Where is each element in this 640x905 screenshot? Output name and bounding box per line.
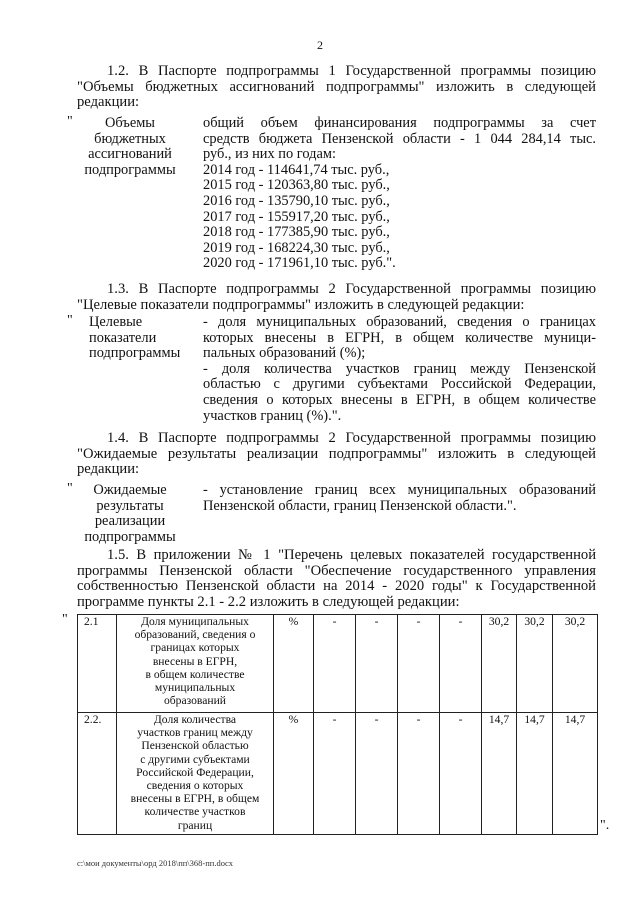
text-line: "Целевые показатели подпрограммы" изложить в следующей редакции: [77,296,525,313]
year-line: 2020 год - 171961,10 тыс. руб.". [203,255,396,272]
paragraph-1-3 [77,282,596,313]
indicator-name [117,713,274,835]
value-cell: - [398,615,440,713]
label-line: бюджетных [94,130,166,147]
name-line: муниципальных [154,681,236,695]
label-line: ассигнований [88,146,172,163]
name-line: границ [177,818,213,832]
row-number: 2.2. [78,713,117,835]
text-line: Пензенской области, границ Пензенской области.". [203,497,517,514]
name-line: Доля количества [153,713,237,726]
unit-cell: % [274,615,314,713]
indicators-table [77,614,598,835]
text-line: "Объемы бюджетных ассигнований подпрограммы" изложить в следующей [77,78,596,95]
text-line: средств бюджета Пензенской области - 1 044 284,14 тыс. [203,130,596,147]
text-line: 1.4. В Паспорте подпрограммы 2 Государственной программы позицию [107,430,596,446]
year-line: 2016 год - 135790,10 тыс. руб., [203,192,390,209]
text-line: которых внесены в ЕГРН, в общем количестве муници- [203,329,596,346]
text-line: общий объем финансирования подпрограммы за счет [203,115,596,131]
name-line: в общем количестве [145,667,245,681]
value-cell: - [356,713,398,835]
name-line: границах которых [150,641,240,655]
text-line: сведения о которых внесены в ЕГРН, в общем количестве [203,391,596,408]
text-line: программе пункты 2.1 - 2.2 изложить в следующей редакции: [77,593,460,610]
text-line: 1.5. В приложении № 1 "Перечень целевых показателей государственной [107,547,596,563]
text-line: "Ожидаемые результаты реализации подпрограммы" изложить в следующей [77,445,596,462]
name-line: Доля муниципальных [141,615,249,628]
label-line: Целевые [89,314,143,330]
text-line: - установление границ всех муниципальных образований [203,482,596,498]
text-line: редакции: [77,461,140,478]
text-line: пальных образований (%); [203,345,366,362]
table-open-quote: " [62,612,68,627]
name-line: внесены в ЕГРН, [152,654,238,668]
table-close-quote: ". [600,818,610,833]
value-cell: - [398,713,440,835]
passport-label-budget [77,116,183,178]
value-cell: 14,7 [553,713,598,835]
value-cell: - [314,615,356,713]
label-line: результаты [96,497,164,514]
open-quote: " [67,114,73,129]
text-line: редакции: [77,94,140,111]
year-line: 2014 год - 114641,74 тыс. руб., [203,161,390,178]
year-line: 2018 год - 177385,90 тыс. руб., [203,224,390,241]
text-line: 1.2. В Паспорте подпрограммы 1 Государственной программы позицию [107,63,596,79]
label-line: подпрограммы [89,345,181,362]
name-line: участков границ между [137,726,253,740]
open-quote: " [67,313,73,328]
passport-value-results [203,483,596,514]
text-line: участков границ (%).". [203,407,342,424]
value-cell: 14,7 [482,713,517,835]
name-line: Пензенской областью [141,739,249,753]
value-cell: 30,2 [517,615,553,713]
text-line: 1.3. В Паспорте подпрограммы 2 Государственной программы позицию [107,281,596,297]
label-line: Объемы [105,115,155,131]
passport-label-results [77,483,183,545]
year-line: 2015 год - 120363,80 тыс. руб., [203,177,390,194]
label-line: Ожидаемые [93,482,167,498]
table-row [78,615,598,713]
passport-label-targets [77,315,195,362]
name-line: образований [163,694,227,708]
open-quote: " [67,481,73,496]
passport-value-budget [203,116,596,272]
name-line: с другими субъектами [140,752,250,766]
name-line: Российской Федерации, [136,765,254,779]
text-line: областью с другими субъектами Российской Федерации, [203,376,596,393]
value-cell: - [314,713,356,835]
indicator-name [117,615,274,713]
name-line: внесены в ЕГРН, в общем [130,792,260,806]
file-path-footer: c:\мои документы\орд 2018\пп\368-пп.docx [77,858,233,868]
year-line: 2019 год - 168224,30 тыс. руб., [203,239,390,256]
value-cell: - [440,713,482,835]
unit-cell: % [274,713,314,835]
year-line: 2017 год - 155917,20 тыс. руб., [203,208,390,225]
row-number: 2.1 [78,615,117,713]
paragraph-1-4 [77,431,596,478]
text-line: - доля муниципальных образований, сведения о границах [203,314,596,330]
value-cell: - [440,615,482,713]
value-cell: 14,7 [517,713,553,835]
text-line: программы Пензенской области "Обеспечение государственного управления [77,562,596,579]
label-line: подпрограммы [84,161,176,178]
text-line: руб., из них по годам: [203,146,336,163]
name-line: количестве участков [144,805,246,819]
text-line: собственностью Пензенской области на 2014 - 2020 годы" к Государственной [77,578,596,595]
label-line: показатели [89,329,157,346]
paragraph-1-5 [77,548,596,610]
name-line: сведения о которых [146,779,244,793]
page-number: 2 [317,38,323,52]
text-line: - доля количества участков границ между Пензенской [203,360,596,377]
value-cell: 30,2 [553,615,598,713]
label-line: реализации [94,513,166,530]
name-line: образований, сведения о [134,628,256,642]
paragraph-1-2 [77,64,596,111]
table-row [78,713,598,835]
value-cell: - [356,615,398,713]
value-cell: 30,2 [482,615,517,713]
passport-value-targets [203,315,596,424]
label-line: подпрограммы [84,528,176,545]
